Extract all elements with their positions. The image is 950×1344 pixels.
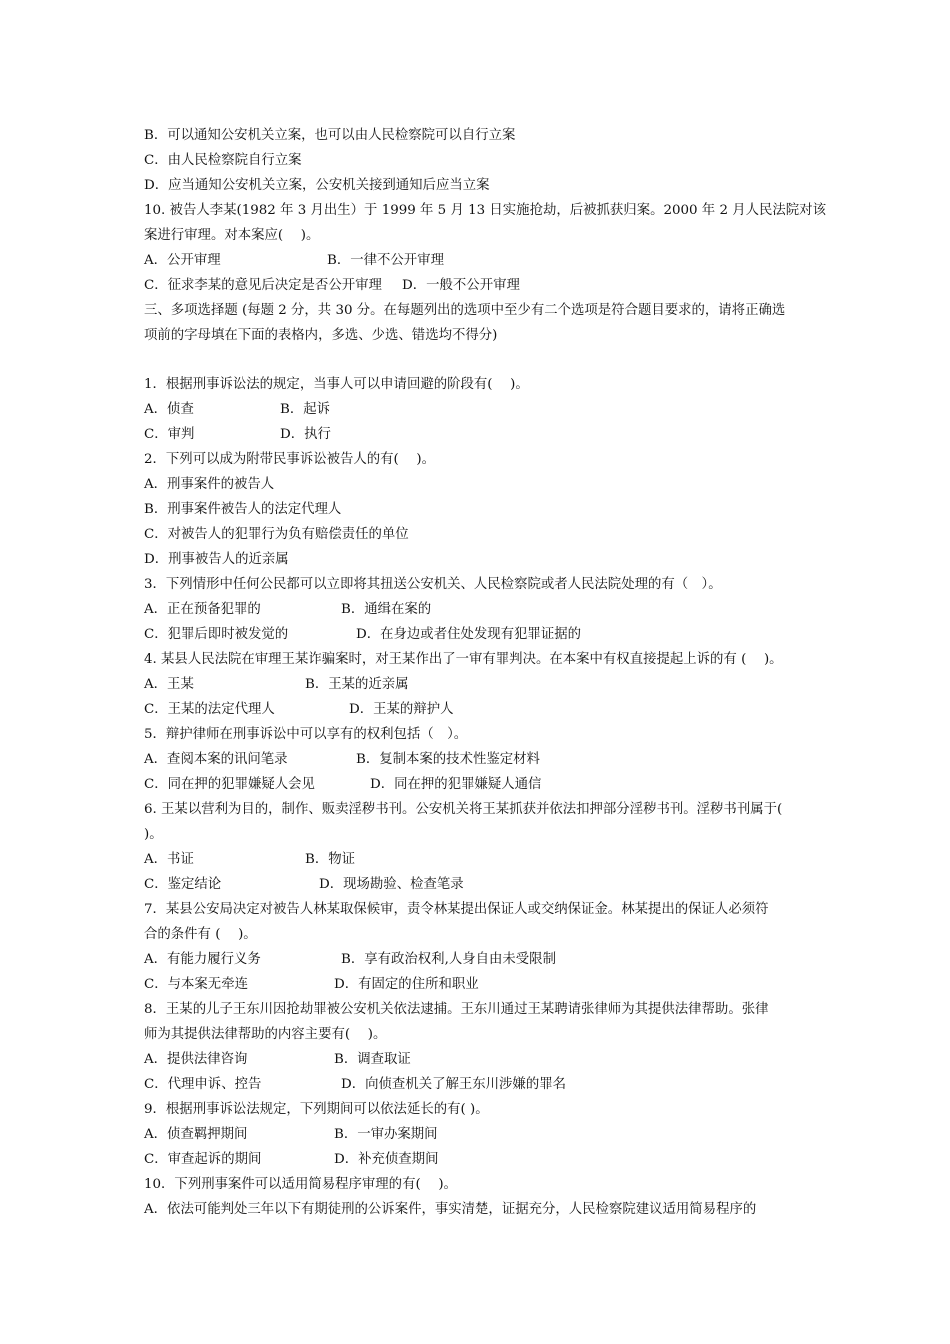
- option-a: A．刑事案件的被告人: [144, 477, 275, 492]
- option-b: B．通缉在案的: [341, 602, 432, 617]
- option-a: A．公开审理: [144, 253, 221, 268]
- option-c: C．同在押的犯罪嫌疑人会见: [144, 777, 315, 792]
- option-d: D．补充侦查期间: [334, 1152, 439, 1167]
- option-a: A．提供法律咨询: [144, 1052, 248, 1067]
- option-c: C．审查起诉的期间: [144, 1152, 262, 1167]
- option-c: C．征求李某的意见后决定是否公开审理: [144, 278, 382, 293]
- option-a: A．王某: [144, 677, 194, 692]
- text-line: C．由人民检察院自行立案: [144, 153, 302, 168]
- text-line: 案进行审理。对本案应( )。: [144, 228, 320, 243]
- option-b: B．起诉: [280, 402, 331, 417]
- option-c: C．代理申诉、控告: [144, 1077, 262, 1092]
- option-c: C．对被告人的犯罪行为负有赔偿责任的单位: [144, 527, 409, 542]
- text-line: B．可以通知公安机关立案，也可以由人民检察院可以自行立案: [144, 128, 516, 143]
- option-c: C．王某的法定代理人: [144, 702, 275, 717]
- question-7: 7．某县公安局决定对被告人林某取保候审，责令林某提出保证人或交纳保证金。林某提出的保证人必须符: [144, 902, 769, 917]
- question-8: 8．王某的儿子王东川因抢劫罪被公安机关依法逮捕。王东川通过王某聘请张律师为其提供法律帮助。张律: [144, 1002, 769, 1017]
- option-a: A．有能力履行义务: [144, 952, 261, 967]
- option-d: D．现场勘验、检查笔录: [319, 877, 464, 892]
- option-d: D．王某的辩护人: [349, 702, 454, 717]
- question-4: 4. 某县人民法院在审理王某诈骗案时，对王某作出了一审有罪判决。在本案中有权直接提起上诉的有 ( )。: [144, 652, 783, 667]
- option-a: A．侦查羁押期间: [144, 1127, 248, 1142]
- option-d: D．在身边或者住处发现有犯罪证据的: [356, 627, 581, 642]
- option-a: A．依法可能判处三年以下有期徒刑的公诉案件，事实清楚，证据充分，人民检察院建议适用简易程序的: [144, 1202, 757, 1217]
- option-b: B．复制本案的技术性鉴定材料: [356, 752, 540, 767]
- option-a: A．侦查: [144, 402, 194, 417]
- option-d: D．有固定的住所和职业: [334, 977, 479, 992]
- option-b: B．调查取证: [334, 1052, 411, 1067]
- question-5: 5．辩护律师在刑事诉讼中可以享有的权利包括（ ）。: [144, 727, 468, 742]
- option-a: A．正在预备犯罪的: [144, 602, 261, 617]
- question-2: 2．下列可以成为附带民事诉讼被告人的有( )。: [144, 452, 436, 467]
- option-c: C．鉴定结论: [144, 877, 222, 892]
- option-b: B．享有政治权利,人身自由未受限制: [341, 952, 556, 967]
- option-d: D．一般不公开审理: [402, 278, 520, 293]
- question-9: 9．根据刑事诉讼法规定，下列期间可以依法延长的有( )。: [144, 1102, 489, 1117]
- section-heading: 三、多项选择题 (每题 2 分，共 30 分。在每题列出的选项中至少有二个选项是符合题目要求的，请将正确选: [144, 303, 786, 318]
- option-d: D．同在押的犯罪嫌疑人通信: [370, 777, 542, 792]
- option-d: D．执行: [280, 427, 331, 442]
- option-b: B．王某的近亲属: [305, 677, 409, 692]
- option-b: B．刑事案件被告人的法定代理人: [144, 502, 342, 517]
- option-b: B．一律不公开审理: [327, 253, 444, 268]
- question-10: 10．下列刑事案件可以适用简易程序审理的有( )。: [144, 1177, 457, 1192]
- text-line: D．应当通知公安机关立案，公安机关接到通知后应当立案: [144, 178, 490, 193]
- question-1: 1．根据刑事诉讼法的规定，当事人可以申请回避的阶段有( )。: [144, 377, 529, 392]
- option-b: B．物证: [305, 852, 356, 867]
- option-d: D．向侦查机关了解王东川涉嫌的罪名: [341, 1077, 566, 1092]
- text-line: 10. 被告人李某(1982 年 3 月出生）于 1999 年 5 月 13 日实施抢劫，后被抓获归案。2000 年 2 月人民法院对该: [144, 203, 826, 218]
- option-d: D．刑事被告人的近亲属: [144, 552, 289, 567]
- question-3: 3．下列情形中任何公民都可以立即将其扭送公安机关、人民检察院或者人民法院处理的有（ ）。: [144, 577, 722, 592]
- option-c: C．审判: [144, 427, 195, 442]
- question-6-cont: )。: [144, 827, 163, 842]
- option-c: C．与本案无牵连: [144, 977, 248, 992]
- section-heading: 项前的字母填在下面的表格内，多选、少选、错选均不得分): [144, 328, 498, 343]
- option-c: C．犯罪后即时被发觉的: [144, 627, 289, 642]
- option-a: A．书证: [144, 852, 194, 867]
- question-7-cont: 合的条件有 ( )。: [144, 927, 257, 942]
- question-6: 6. 王某以营利为目的，制作、贩卖淫秽书刊。公安机关将王某抓获并依法扣押部分淫秽书刊。淫秽书刊属于(: [144, 802, 783, 817]
- option-a: A．查阅本案的讯问笔录: [144, 752, 288, 767]
- question-8-cont: 师为其提供法律帮助的内容主要有( )。: [144, 1027, 387, 1042]
- option-b: B．一审办案期间: [334, 1127, 438, 1142]
